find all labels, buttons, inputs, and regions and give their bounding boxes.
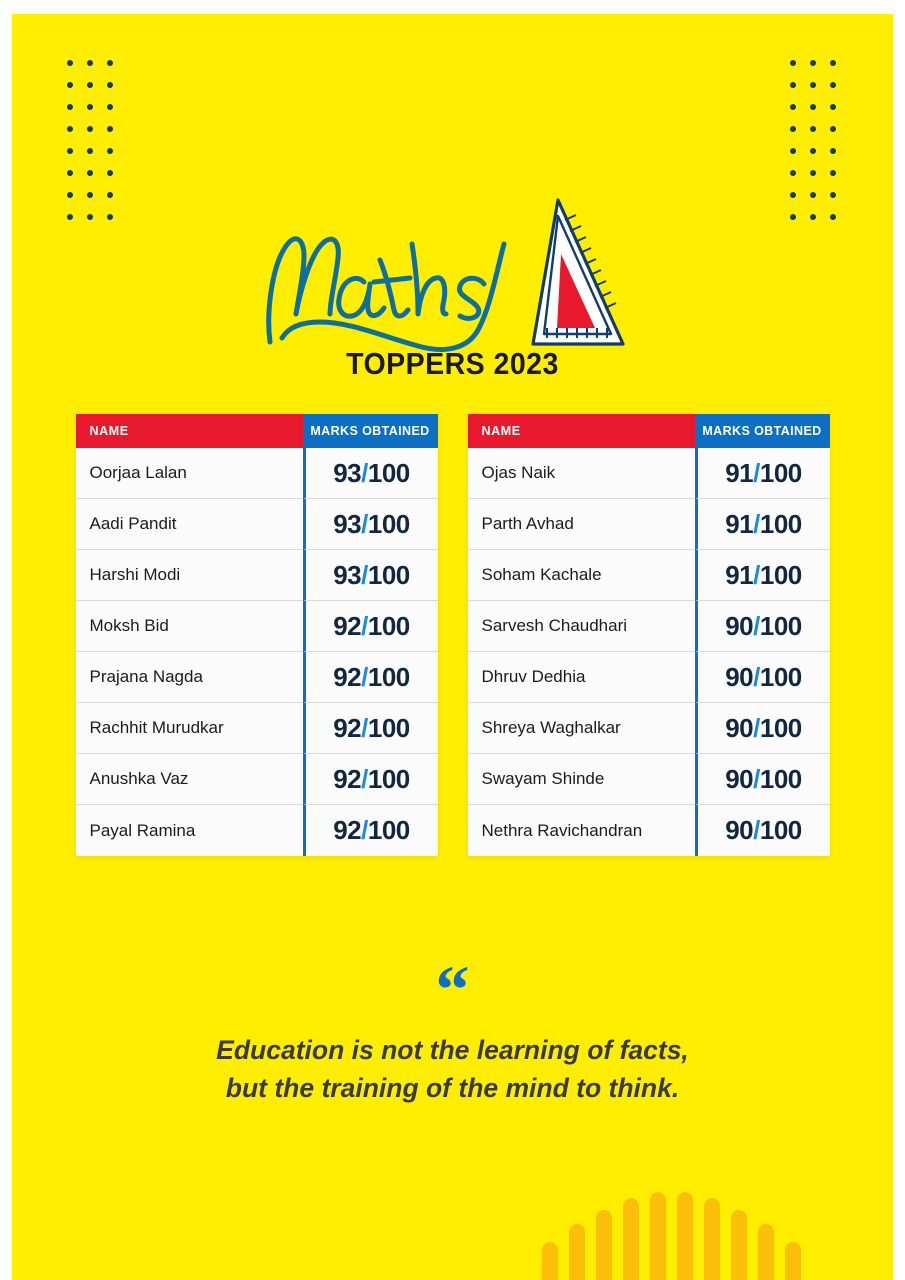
- table-row: [76, 652, 438, 703]
- student-name: Soham Kachale: [468, 550, 695, 601]
- score-value: 90: [725, 712, 754, 743]
- student-name: Harshi Modi: [76, 550, 303, 601]
- student-name: Payal Ramina: [76, 805, 303, 856]
- score-slash: /: [361, 610, 368, 641]
- score-total: 100: [367, 610, 410, 641]
- table-header-row: [76, 414, 438, 448]
- score-slash: /: [753, 457, 760, 488]
- student-marks: [303, 601, 438, 652]
- score-slash: /: [361, 661, 368, 692]
- table-header-row: [468, 414, 830, 448]
- student-marks: [303, 703, 438, 754]
- student-marks: [695, 448, 830, 499]
- poster-canvas: [12, 14, 893, 1280]
- student-marks: [695, 703, 830, 754]
- table-row: [468, 805, 830, 856]
- column-header-name: NAME: [468, 414, 695, 448]
- student-marks: [303, 805, 438, 856]
- student-marks: [303, 652, 438, 703]
- column-header-name: NAME: [76, 414, 303, 448]
- score-value: 92: [333, 712, 362, 743]
- table-row: [468, 499, 830, 550]
- table-row: [468, 448, 830, 499]
- student-name: Swayam Shinde: [468, 754, 695, 805]
- score-total: 100: [367, 712, 410, 743]
- student-name: Ojas Naik: [468, 448, 695, 499]
- score-slash: /: [753, 712, 760, 743]
- student-marks: [695, 754, 830, 805]
- quote-line-1: Education is not the learning of facts,: [216, 1035, 689, 1065]
- score-total: 100: [367, 508, 410, 539]
- score-value: 91: [725, 508, 754, 539]
- score-value: 91: [725, 457, 754, 488]
- score-total: 100: [759, 457, 802, 488]
- score-slash: /: [361, 712, 368, 743]
- table-row: [76, 754, 438, 805]
- quote-mark-icon: “: [435, 951, 470, 1027]
- table-row: [468, 703, 830, 754]
- student-name: Aadi Pandit: [76, 499, 303, 550]
- score-value: 93: [333, 559, 362, 590]
- score-total: 100: [759, 763, 802, 794]
- score-value: 90: [725, 661, 754, 692]
- score-total: 100: [367, 559, 410, 590]
- student-name: Shreya Waghalkar: [468, 703, 695, 754]
- score-total: 100: [367, 457, 410, 488]
- table-row: [76, 805, 438, 856]
- toppers-table-left: [76, 414, 438, 856]
- column-header-marks: MARKS OBTAINED: [695, 414, 830, 448]
- student-marks: [303, 550, 438, 601]
- score-slash: /: [753, 559, 760, 590]
- student-name: Prajana Nagda: [76, 652, 303, 703]
- table-row: [468, 754, 830, 805]
- table-row: [76, 448, 438, 499]
- score-value: 92: [333, 661, 362, 692]
- student-marks: [695, 499, 830, 550]
- score-slash: /: [753, 763, 760, 794]
- score-value: 93: [333, 508, 362, 539]
- score-total: 100: [367, 763, 410, 794]
- student-marks: [695, 652, 830, 703]
- triangle-ruler-icon: [527, 194, 627, 359]
- score-total: 100: [759, 559, 802, 590]
- score-total: 100: [759, 661, 802, 692]
- student-marks: [303, 754, 438, 805]
- maths-script-logo: [252, 204, 542, 354]
- score-slash: /: [361, 559, 368, 590]
- student-name: Dhruv Dedhia: [468, 652, 695, 703]
- table-row: [468, 652, 830, 703]
- score-slash: /: [753, 610, 760, 641]
- student-marks: [695, 805, 830, 856]
- score-slash: /: [361, 815, 368, 845]
- score-value: 90: [725, 610, 754, 641]
- score-total: 100: [759, 712, 802, 743]
- score-total: 100: [759, 815, 802, 845]
- student-name: Moksh Bid: [76, 601, 303, 652]
- student-name: Sarvesh Chaudhari: [468, 601, 695, 652]
- student-marks: [303, 448, 438, 499]
- table-row: [468, 550, 830, 601]
- score-slash: /: [361, 508, 368, 539]
- toppers-tables: [12, 414, 893, 856]
- quote-text: [12, 1031, 893, 1107]
- score-total: 100: [367, 661, 410, 692]
- poster-header: [12, 204, 893, 389]
- score-slash: /: [361, 457, 368, 488]
- quote-line-2: but the training of the mind to think.: [225, 1073, 680, 1103]
- student-name: Oorjaa Lalan: [76, 448, 303, 499]
- score-value: 92: [333, 815, 362, 845]
- score-value: 92: [333, 763, 362, 794]
- table-row: [468, 601, 830, 652]
- table-row: [76, 703, 438, 754]
- poster-subtitle: TOPPERS 2023: [346, 346, 559, 381]
- column-header-marks: MARKS OBTAINED: [303, 414, 438, 448]
- student-name: Parth Avhad: [468, 499, 695, 550]
- table-row: [76, 601, 438, 652]
- score-total: 100: [759, 508, 802, 539]
- score-value: 92: [333, 610, 362, 641]
- score-value: 91: [725, 559, 754, 590]
- table-row: [76, 499, 438, 550]
- student-name: Anushka Vaz: [76, 754, 303, 805]
- score-value: 93: [333, 457, 362, 488]
- score-slash: /: [753, 815, 760, 845]
- student-marks: [303, 499, 438, 550]
- score-slash: /: [753, 661, 760, 692]
- table-row: [76, 550, 438, 601]
- quote-block: [12, 951, 893, 1107]
- score-total: 100: [759, 610, 802, 641]
- student-name: Rachhit Murudkar: [76, 703, 303, 754]
- toppers-table-right: [468, 414, 830, 856]
- bottom-bars-decoration: [542, 1190, 872, 1280]
- score-slash: /: [753, 508, 760, 539]
- student-marks: [695, 601, 830, 652]
- score-value: 90: [725, 815, 754, 845]
- score-total: 100: [367, 815, 410, 845]
- student-marks: [695, 550, 830, 601]
- score-value: 90: [725, 763, 754, 794]
- student-name: Nethra Ravichandran: [468, 805, 695, 856]
- score-slash: /: [361, 763, 368, 794]
